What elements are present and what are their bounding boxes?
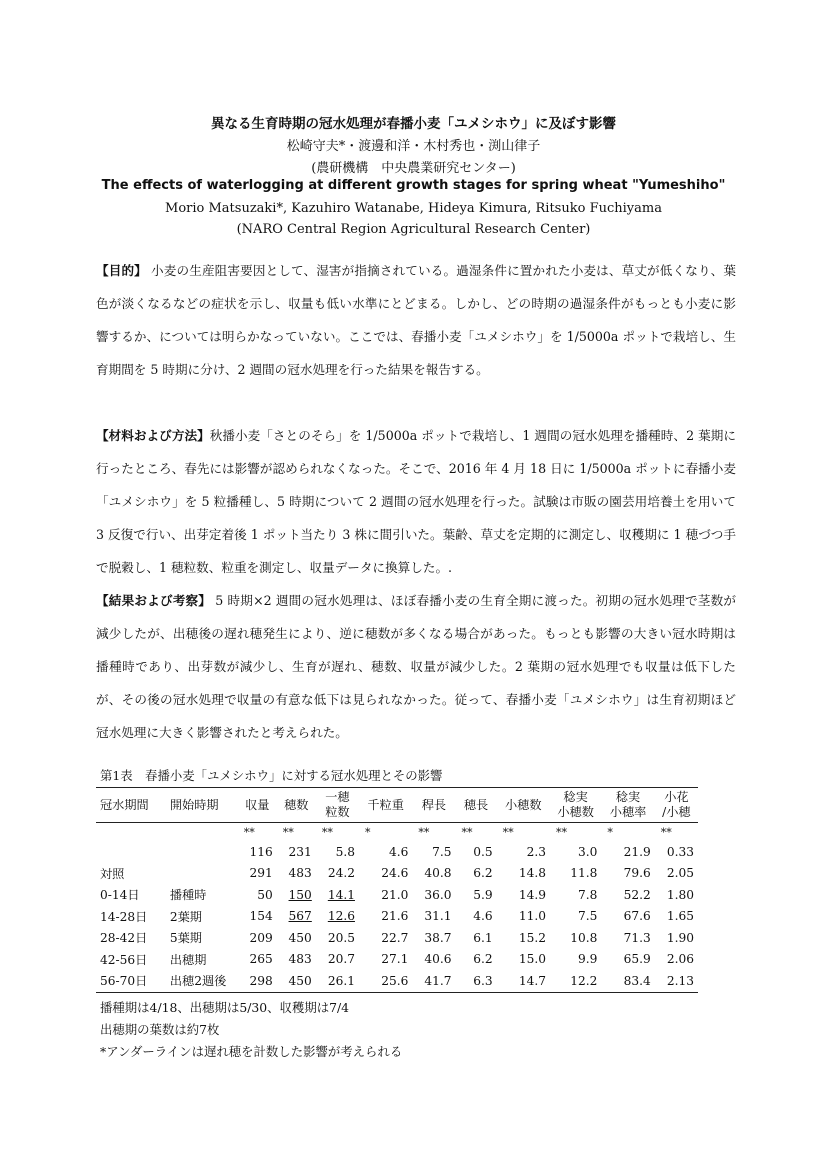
- value-cell: 10.8: [570, 930, 598, 945]
- value-cell: 2.3: [526, 844, 546, 859]
- significance-cell: **: [418, 825, 430, 839]
- significance-cell: *: [607, 825, 613, 839]
- table-notes: [100, 997, 402, 1063]
- significance-cell: **: [243, 825, 255, 839]
- value-cell: 12.6: [327, 909, 355, 924]
- section-purpose: [96, 254, 736, 386]
- table-header-cell: 開始時期: [166, 788, 238, 823]
- period-cell: 28-42日: [100, 931, 148, 946]
- period-cell: 対照: [100, 866, 125, 881]
- table-row: [96, 863, 698, 885]
- table-header-cell: 千粒重: [359, 788, 412, 823]
- value-cell: 24.6: [381, 866, 409, 881]
- start-stage-cell: 出穂期: [169, 952, 207, 967]
- start-stage-cell: 出穂2週後: [166, 970, 238, 992]
- table-row: [96, 970, 698, 992]
- value-cell: 11.0: [518, 909, 546, 924]
- value-cell: 14.7: [497, 970, 550, 992]
- value-cell: 21.6: [381, 909, 409, 924]
- value-cell: 14.9: [518, 887, 546, 902]
- period-cell: 0-14日: [100, 888, 140, 903]
- table-header-cell: 一穂 粒数: [316, 788, 359, 823]
- value-cell: 4.6: [388, 844, 409, 859]
- value-cell: 1.90: [666, 930, 694, 945]
- results-table: [96, 787, 698, 993]
- value-cell: 5.8: [335, 844, 355, 859]
- value-cell: 36.0: [424, 887, 452, 902]
- table-caption: 第1表 春播小麦「ユメシホウ」に対する冠水処理とその影響: [100, 768, 443, 783]
- value-cell: 24.2: [327, 866, 355, 881]
- significance-cell: [166, 823, 238, 842]
- value-cell: 1.80: [666, 887, 694, 902]
- value-cell: 567: [288, 909, 312, 924]
- value-cell: 67.6: [623, 909, 651, 924]
- value-cell: 40.6: [424, 952, 452, 967]
- period-cell: [96, 841, 166, 863]
- significance-cell: **: [660, 825, 672, 839]
- table-header-cell: 収量: [238, 788, 277, 823]
- start-stage-cell: 5葉期: [169, 931, 202, 946]
- value-cell: 6.2: [473, 952, 493, 967]
- title-en: The effects of waterlogging at different growth stages for spring wheat "Yumeshiho": [101, 178, 726, 193]
- authors-en: Morio Matsuzaki*, Kazuhiro Watanabe, Hideya Kimura, Ritsuko Fuchiyama: [165, 201, 662, 216]
- significance-cell: **: [555, 825, 567, 839]
- authors-ja: 松崎守夫*・渡邊和洋・木村秀也・渕山律子: [286, 139, 541, 154]
- significance-cell: **: [321, 825, 333, 839]
- value-cell: 116: [249, 844, 273, 859]
- value-cell: 7.5: [577, 909, 598, 924]
- affiliation-en: (NARO Central Region Agricultural Research Center): [236, 222, 591, 237]
- table-row: [96, 906, 698, 928]
- table-row: [96, 927, 698, 949]
- table-header-row: [96, 788, 698, 823]
- value-cell: 14.8: [518, 866, 546, 881]
- value-cell: 31.1: [424, 909, 452, 924]
- value-cell: 21.0: [381, 887, 409, 902]
- section-methods-text: 秋播小麦「さとのそら」を 1/5000a ポットで栽培し、1 週間の冠水処理を播種時、2 葉期に行ったところ、春先には影響が認められなくなった。そこで、2016 年 4 月 18 日に 1/5000a ポットに春播小麦「ユメシホウ」を 5 粒播種し、5 時期について 2 週間の冠水処理を行った。試験は市販の園芸用培養土を用いて 3 反復で行い、出芽定着後 1 ポット当たり 3 株に間引いた。葉齢、草丈を定期的に測定し、収穫期に 1 穂づつ手で脱穀し、1 穂粒数、粒重を測定し、収量データに換算した。.: [96, 428, 736, 575]
- value-cell: 11.8: [570, 866, 598, 881]
- value-cell: 7.8: [577, 887, 598, 902]
- table-header-cell: 稔実 小穂数: [550, 788, 601, 823]
- value-cell: 150: [288, 887, 312, 902]
- value-cell: 25.6: [359, 970, 412, 992]
- value-cell: 1.65: [666, 909, 694, 924]
- value-cell: 209: [249, 930, 273, 945]
- significance-cell: **: [461, 825, 473, 839]
- value-cell: 6.1: [473, 930, 493, 945]
- value-cell: 483: [288, 866, 312, 881]
- value-cell: 71.3: [623, 930, 651, 945]
- significance-cell: *: [364, 825, 371, 839]
- section-methods-label: 【材料および方法】: [96, 428, 210, 443]
- value-cell: 38.7: [424, 930, 452, 945]
- section-results-label: 【結果および考察】: [96, 593, 212, 608]
- value-cell: 15.2: [518, 930, 546, 945]
- value-cell: 450: [277, 970, 316, 992]
- value-cell: 52.2: [623, 887, 651, 902]
- table-header-cell: 冠水期間: [96, 788, 166, 823]
- value-cell: 14.1: [327, 887, 355, 902]
- note-underline: *アンダーラインは遅れ穂を計数した影響が考えられる: [100, 1044, 403, 1059]
- section-purpose-label: 【目的】: [96, 263, 147, 278]
- table-header-cell: 小花 /小穂: [655, 788, 698, 823]
- period-cell: 42-56日: [100, 952, 148, 967]
- value-cell: 3.0: [577, 844, 598, 859]
- note-dates: 播種期は4/18、出穂期は5/30、収穫期は7/4: [100, 1000, 350, 1015]
- value-cell: 20.5: [327, 930, 355, 945]
- significance-cell: **: [282, 825, 294, 839]
- value-cell: 6.2: [473, 866, 493, 881]
- value-cell: 5.9: [473, 887, 493, 902]
- value-cell: 21.9: [623, 844, 651, 859]
- section-results: [96, 584, 736, 749]
- value-cell: 0.33: [666, 844, 694, 859]
- value-cell: 15.0: [518, 952, 546, 967]
- table-header-cell: 稔実 小穂率: [601, 788, 654, 823]
- period-cell: 56-70日: [96, 970, 166, 992]
- value-cell: 231: [288, 844, 312, 859]
- value-cell: 154: [249, 909, 273, 924]
- value-cell: 83.4: [601, 970, 654, 992]
- title-ja: 異なる生育時期の冠水処理が春播小麦「ユメシホウ」に及ぼす影響: [211, 116, 616, 132]
- value-cell: 2.13: [655, 970, 698, 992]
- value-cell: 4.6: [473, 909, 493, 924]
- affiliation-ja: (農研機構 中央農業研究センター): [311, 161, 516, 176]
- section-results-text: 5 時期×2 週間の冠水処理は、ほぼ春播小麦の生育全期に渡った。初期の冠水処理で茎数が減少したが、出穂後の遅れ穂発生により、逆に穂数が多くなる場合があった。もっとも影響の大きい冠水時期は播種時であり、出芽数が減少し、生育が遅れ、穂数、収量が減少した。2 葉期の冠水処理でも収量は低下したが、その後の冠水処理で収量の有意な低下は見られなかった。従って、春播小麦「ユメシホウ」は生育初期ほど冠水処理に大きく影響されたと考えられた。: [96, 593, 736, 740]
- section-methods: [96, 419, 736, 584]
- value-cell: 26.1: [316, 970, 359, 992]
- table-row: [96, 949, 698, 971]
- significance-cell: [96, 823, 166, 842]
- start-stage-cell: [166, 863, 238, 885]
- value-cell: 2.06: [666, 952, 694, 967]
- value-cell: 79.6: [623, 866, 651, 881]
- value-cell: 50: [257, 887, 273, 902]
- table-header-cell: 小穂数: [497, 788, 550, 823]
- start-stage-cell: 2葉期: [169, 909, 202, 924]
- value-cell: 40.8: [424, 866, 452, 881]
- value-cell: 41.7: [412, 970, 455, 992]
- note-leaf-count: 出穂期の葉数は約7枚: [100, 1022, 220, 1037]
- value-cell: 12.2: [550, 970, 601, 992]
- table-header-cell: 穂数: [277, 788, 316, 823]
- value-cell: 291: [249, 866, 273, 881]
- value-cell: 265: [249, 952, 273, 967]
- value-cell: 20.7: [327, 952, 355, 967]
- value-cell: 0.5: [473, 844, 493, 859]
- value-cell: 65.9: [623, 952, 651, 967]
- period-cell: 14-28日: [100, 909, 148, 924]
- value-cell: 22.7: [381, 930, 409, 945]
- value-cell: 450: [288, 930, 312, 945]
- start-stage-cell: 播種時: [169, 888, 207, 903]
- value-cell: 2.05: [666, 866, 694, 881]
- significance-row: [96, 823, 698, 842]
- value-cell: 483: [288, 952, 312, 967]
- value-cell: 27.1: [381, 952, 409, 967]
- section-purpose-text: 小麦の生産阻害要因として、湿害が指摘されている。過湿条件に置かれた小麦は、草丈が低くなり、葉色が淡くなるなどの症状を示し、収量も低い水準にとどまる。しかし、どの時期の過湿条件がもっとも小麦に影響するか、については明らかなっていない。ここでは、春播小麦「ユメシホウ」を 1/5000a ポットで栽培し、生育期間を 5 時期に分け、2 週間の冠水処理を行った結果を報告する。: [96, 263, 736, 377]
- value-cell: 7.5: [432, 844, 452, 859]
- start-stage-cell: [166, 841, 238, 863]
- value-cell: 6.3: [456, 970, 497, 992]
- significance-cell: **: [502, 825, 514, 839]
- table-row: [96, 884, 698, 906]
- table-header-cell: 稈長: [412, 788, 455, 823]
- value-cell: 9.9: [577, 952, 598, 967]
- table-header-cell: 穂長: [456, 788, 497, 823]
- table-row: [96, 841, 698, 863]
- value-cell: 298: [238, 970, 277, 992]
